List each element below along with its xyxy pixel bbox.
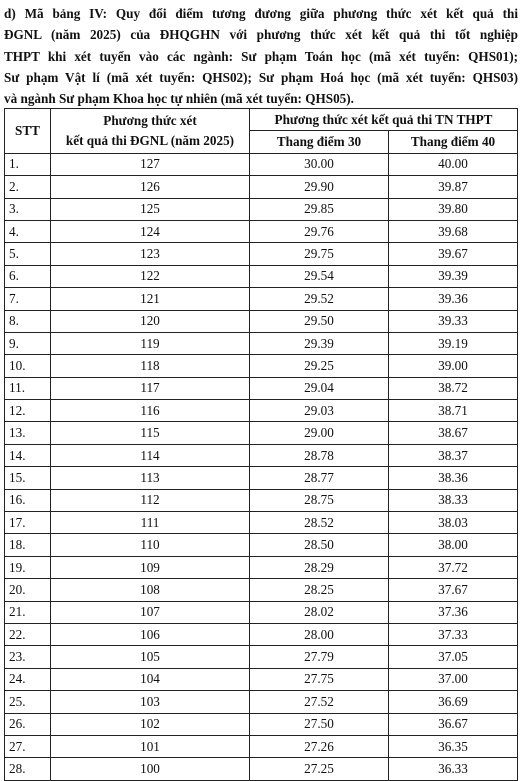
row-scale40-cell: 38.72 [389,377,518,399]
row-dgnl-score-cell: 122 [51,265,250,287]
row-scale40-cell: 38.36 [389,467,518,489]
row-scale40-cell: 38.37 [389,444,518,466]
row-scale30-cell: 29.39 [250,332,389,354]
row-dgnl-score-cell: 115 [51,422,250,444]
table-row [5,556,518,578]
row-scale30-cell: 27.50 [250,713,389,735]
table-row [5,444,518,466]
row-scale40-cell: 36.35 [389,735,518,757]
row-dgnl-score-cell: 107 [51,601,250,623]
table-row [5,332,518,354]
row-stt-cell: 15. [5,467,51,489]
table-row [5,467,518,489]
row-stt-cell: 14. [5,444,51,466]
table-row [5,646,518,668]
table-row [5,512,518,534]
row-stt-cell: 25. [5,691,51,713]
row-scale40-cell: 38.33 [389,489,518,511]
row-stt-cell: 10. [5,355,51,377]
row-dgnl-score-cell: 101 [51,735,250,757]
row-scale40-cell: 37.00 [389,668,518,690]
table-row [5,623,518,645]
row-scale30-cell: 28.29 [250,556,389,578]
row-dgnl-score-cell: 119 [51,332,250,354]
row-stt-cell: 23. [5,646,51,668]
row-scale30-cell: 29.85 [250,198,389,220]
row-stt-cell: 7. [5,288,51,310]
row-scale40-cell: 40.00 [389,153,518,175]
row-dgnl-score-cell: 112 [51,489,250,511]
heading-line: THPT khi xét tuyển vào các ngành: Sư phạm Toán học (mã xét tuyển: QHS01); [4,48,518,64]
row-dgnl-score-cell: 109 [51,556,250,578]
table-row [5,579,518,601]
row-scale30-cell: 28.78 [250,444,389,466]
row-scale30-cell: 29.25 [250,355,389,377]
row-stt-cell: 6. [5,265,51,287]
row-scale40-cell: 37.33 [389,623,518,645]
table-row [5,243,518,265]
row-stt-cell: 2. [5,176,51,198]
table-row [5,265,518,287]
table-row [5,198,518,220]
row-scale40-cell: 36.69 [389,691,518,713]
row-dgnl-score-cell: 116 [51,400,250,422]
table-row [5,400,518,422]
row-scale30-cell: 29.54 [250,265,389,287]
table-row [5,758,518,780]
row-scale40-cell: 38.67 [389,422,518,444]
row-dgnl-score-cell: 121 [51,288,250,310]
row-dgnl-score-cell: 120 [51,310,250,332]
score-conversion-table [4,108,518,781]
row-dgnl-score-cell: 108 [51,579,250,601]
row-scale40-cell: 39.33 [389,310,518,332]
table-row [5,691,518,713]
row-stt-cell: 1. [5,153,51,175]
row-stt-cell: 22. [5,623,51,645]
row-scale30-cell: 27.25 [250,758,389,780]
row-stt-cell: 28. [5,758,51,780]
row-scale40-cell: 39.36 [389,288,518,310]
row-stt-cell: 27. [5,735,51,757]
row-dgnl-score-cell: 113 [51,467,250,489]
table-row [5,153,518,175]
row-dgnl-score-cell: 106 [51,623,250,645]
header-dgnl [51,109,250,154]
row-scale30-cell: 29.04 [250,377,389,399]
row-stt-cell: 24. [5,668,51,690]
row-scale40-cell: 38.03 [389,512,518,534]
row-dgnl-score-cell: 118 [51,355,250,377]
header-scale-40: Thang điểm 40 [389,131,518,153]
heading-line: d) Mã bảng IV: Quy đổi điểm tương đương giữa phương thức xét kết quả thi [4,6,518,21]
row-dgnl-score-cell: 102 [51,713,250,735]
row-stt-cell: 13. [5,422,51,444]
row-dgnl-score-cell: 127 [51,153,250,175]
row-scale30-cell: 30.00 [250,153,389,175]
row-scale40-cell: 37.36 [389,601,518,623]
table-row [5,534,518,556]
row-dgnl-score-cell: 104 [51,668,250,690]
row-dgnl-score-cell: 105 [51,646,250,668]
row-dgnl-score-cell: 125 [51,198,250,220]
row-stt-cell: 12. [5,400,51,422]
row-scale40-cell: 39.39 [389,265,518,287]
header-dgnl-line2: kết quả thi ĐGNL (năm 2025) [65,132,235,148]
row-stt-cell: 18. [5,534,51,556]
row-scale40-cell: 39.19 [389,332,518,354]
table-row [5,735,518,757]
table-row [5,713,518,735]
row-stt-cell: 5. [5,243,51,265]
row-scale30-cell: 29.90 [250,176,389,198]
table-row [5,355,518,377]
row-dgnl-score-cell: 126 [51,176,250,198]
row-scale30-cell: 28.25 [250,579,389,601]
row-scale40-cell: 39.00 [389,355,518,377]
row-scale30-cell: 27.52 [250,691,389,713]
heading-line: ĐGNL (năm 2025) của ĐHQGHN với phương thức xét kết quả thi tốt nghiệp [4,27,518,43]
row-stt-cell: 3. [5,198,51,220]
row-stt-cell: 26. [5,713,51,735]
row-scale40-cell: 36.33 [389,758,518,780]
row-scale40-cell: 36.67 [389,713,518,735]
row-scale30-cell: 28.02 [250,601,389,623]
row-stt-cell: 21. [5,601,51,623]
row-dgnl-score-cell: 124 [51,220,250,242]
row-scale30-cell: 27.79 [250,646,389,668]
table-row [5,668,518,690]
row-scale30-cell: 28.50 [250,534,389,556]
row-dgnl-score-cell: 103 [51,691,250,713]
table-body [5,153,518,780]
table-row [5,489,518,511]
header-stt: STT [5,109,51,154]
row-scale30-cell: 28.77 [250,467,389,489]
row-scale30-cell: 29.75 [250,243,389,265]
row-scale30-cell: 27.75 [250,668,389,690]
row-scale30-cell: 27.26 [250,735,389,757]
row-scale40-cell: 39.80 [389,198,518,220]
row-stt-cell: 17. [5,512,51,534]
table-row [5,310,518,332]
row-scale30-cell: 28.00 [250,623,389,645]
row-dgnl-score-cell: 100 [51,758,250,780]
header-dgnl-line1: Phương thức xét [103,112,197,128]
row-scale40-cell: 37.05 [389,646,518,668]
row-scale40-cell: 37.67 [389,579,518,601]
table-row [5,220,518,242]
row-scale30-cell: 29.76 [250,220,389,242]
row-stt-cell: 19. [5,556,51,578]
header-scale-30: Thang điểm 30 [250,131,389,153]
row-stt-cell: 16. [5,489,51,511]
row-scale30-cell: 29.00 [250,422,389,444]
row-scale30-cell: 29.50 [250,310,389,332]
header-thpt: Phương thức xét kết quả thi TN THPT [250,109,518,131]
table-row [5,377,518,399]
row-scale40-cell: 38.00 [389,534,518,556]
row-scale40-cell: 37.72 [389,556,518,578]
table-row [5,288,518,310]
table-row [5,422,518,444]
row-stt-cell: 11. [5,377,51,399]
heading-line: Sư phạm Vật lí (mã xét tuyển: QHS02); Sư phạm Hoá học (mã xét tuyển: QHS03) [4,69,518,85]
row-stt-cell: 9. [5,332,51,354]
row-dgnl-score-cell: 110 [51,534,250,556]
row-scale40-cell: 39.68 [389,220,518,242]
row-dgnl-score-cell: 123 [51,243,250,265]
row-scale40-cell: 39.67 [389,243,518,265]
row-stt-cell: 8. [5,310,51,332]
row-stt-cell: 4. [5,220,51,242]
row-dgnl-score-cell: 114 [51,444,250,466]
row-scale40-cell: 38.71 [389,400,518,422]
document-heading [4,3,518,109]
row-stt-cell: 20. [5,579,51,601]
row-scale30-cell: 28.52 [250,512,389,534]
row-scale40-cell: 39.87 [389,176,518,198]
table-row [5,601,518,623]
row-scale30-cell: 29.03 [250,400,389,422]
row-dgnl-score-cell: 111 [51,512,250,534]
table-row [5,176,518,198]
row-scale30-cell: 28.75 [250,489,389,511]
heading-line: và ngành Sư phạm Khoa học tự nhiên (mã xét tuyển: QHS05). [4,91,354,107]
row-scale30-cell: 29.52 [250,288,389,310]
row-dgnl-score-cell: 117 [51,377,250,399]
